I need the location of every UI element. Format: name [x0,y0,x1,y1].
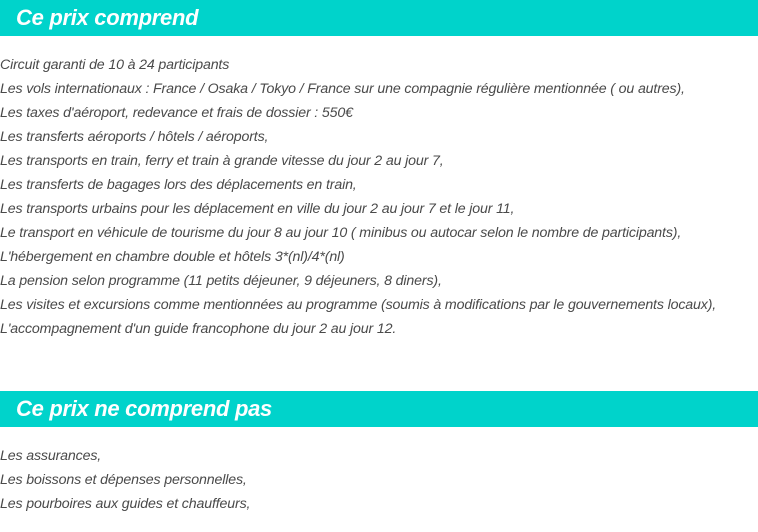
list-item: L'hébergement en chambre double et hôtels 3*(nl)/4*(nl) [0,249,345,265]
section-header-excluded [0,391,758,427]
excluded-items-list [0,444,758,516]
list-item: Les transferts de bagages lors des déplacements en train, [0,177,357,193]
list-item: Les transports en train, ferry et train à grande vitesse du jour 2 au jour 7, [0,153,444,169]
section-header-included [0,0,758,36]
list-item: Les transports urbains pour les déplacement en ville du jour 2 au jour 7 et le jour 11, [0,201,515,217]
list-item: La pension selon programme (11 petits déjeuner, 9 déjeuners, 8 diners), [0,273,442,289]
list-item: Le transport en véhicule de tourisme du jour 8 au jour 10 ( minibus ou autocar selon le nombre de participants), [0,225,682,241]
list-item: Les transferts aéroports / hôtels / aéroports, [0,129,269,145]
list-item: Les visites et excursions comme mentionnées au programme (soumis à modifications par le gouvernements locaux), [0,297,717,313]
section-title-excluded: Ce prix ne comprend pas [16,396,272,421]
list-item: Circuit garanti de 10 à 24 participants [0,57,230,73]
list-item: Les boissons et dépenses personnelles, [0,472,247,488]
list-item: Les vols internationaux : France / Osaka / Tokyo / France sur une compagnie régulière mentionnée ( ou autres), [0,81,685,97]
list-item: Les taxes d'aéroport, redevance et frais de dossier : 550€ [0,105,353,121]
list-item: Les assurances, [0,448,102,464]
section-title-included: Ce prix comprend [16,5,199,30]
list-item: Les pourboires aux guides et chauffeurs, [0,496,251,512]
included-items-list [0,53,758,341]
list-item: L'accompagnement d'un guide francophone du jour 2 au jour 12. [0,321,397,337]
